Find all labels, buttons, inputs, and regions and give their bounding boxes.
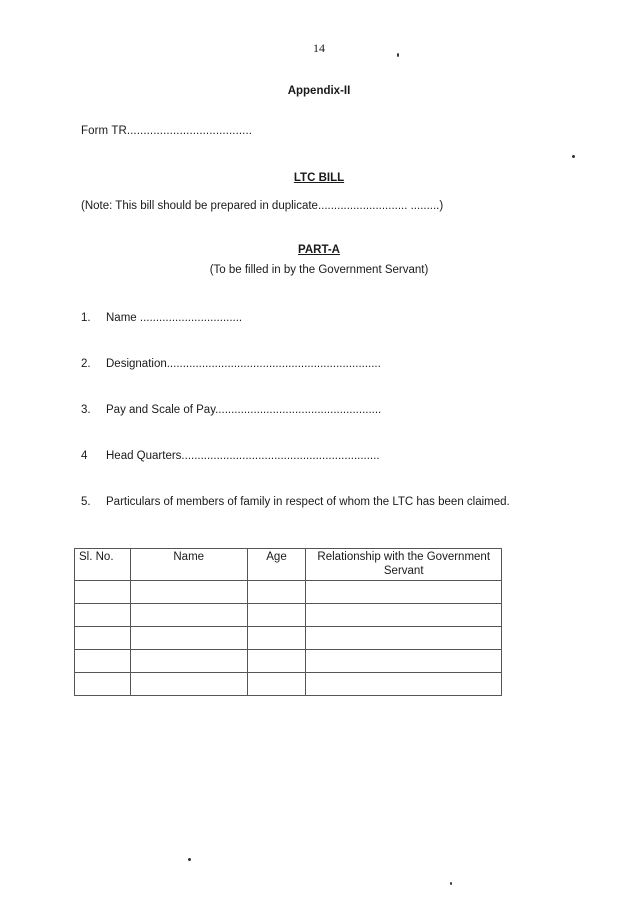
- table-row: [75, 627, 502, 650]
- family-members-table: [74, 548, 502, 696]
- cell-sl-no: [75, 650, 131, 673]
- header-sl-no: Sl. No.: [75, 549, 131, 581]
- cell-sl-no: [75, 581, 131, 604]
- item-number: 2.: [81, 358, 91, 370]
- cell-sl-no: [75, 604, 131, 627]
- cell-age: [247, 581, 306, 604]
- page-number: 14: [313, 41, 325, 55]
- cell-age: [247, 627, 306, 650]
- item-number: 3.: [81, 404, 91, 416]
- form-tr-field: Form TR......................................: [81, 125, 253, 137]
- item-designation: [81, 358, 381, 370]
- cell-name: [130, 650, 247, 673]
- cell-name: [130, 581, 247, 604]
- cell-relationship: [306, 604, 502, 627]
- bill-title: LTC BILL: [293, 172, 345, 184]
- item-text: Designation...................................................................: [106, 358, 381, 370]
- stray-mark: [450, 882, 452, 885]
- cell-age: [247, 604, 306, 627]
- header-relationship: Relationship with the Government Servant: [306, 549, 502, 581]
- stray-mark: [572, 155, 575, 158]
- cell-name: [130, 604, 247, 627]
- part-title: PART-A: [298, 244, 340, 256]
- cell-age: [247, 673, 306, 696]
- cell-sl-no: [75, 627, 131, 650]
- table-header-row: [75, 549, 502, 581]
- table-row: [75, 650, 502, 673]
- item-text: Pay and Scale of Pay....................................................: [106, 404, 382, 416]
- cell-relationship: [306, 627, 502, 650]
- cell-name: [130, 673, 247, 696]
- table-row: [75, 581, 502, 604]
- header-name: Name: [130, 549, 247, 581]
- stray-mark: [188, 858, 191, 861]
- table-row: [75, 673, 502, 696]
- cell-relationship: [306, 673, 502, 696]
- duplicate-note: (Note: This bill should be prepared in duplicate............................ .........): [81, 200, 444, 212]
- item-name: [81, 312, 242, 324]
- item-text: Particulars of members of family in respect of whom the LTC has been claimed.: [106, 496, 510, 508]
- header-age: Age: [247, 549, 306, 581]
- cell-age: [247, 650, 306, 673]
- part-subtitle: (To be filled in by the Government Servant): [209, 264, 429, 276]
- cell-name: [130, 627, 247, 650]
- table-row: [75, 604, 502, 627]
- item-number: 4: [81, 450, 88, 462]
- cell-relationship: [306, 650, 502, 673]
- item-text: Head Quarters..............................................................: [106, 450, 380, 462]
- cell-sl-no: [75, 673, 131, 696]
- stray-mark: [397, 53, 399, 57]
- item-number: 5.: [81, 496, 91, 508]
- item-head-quarters: [81, 450, 380, 462]
- item-pay-scale: [81, 404, 381, 416]
- cell-relationship: [306, 581, 502, 604]
- appendix-title: Appendix-II: [287, 85, 351, 97]
- item-number: 1.: [81, 312, 91, 324]
- item-text: Name ................................: [106, 312, 243, 324]
